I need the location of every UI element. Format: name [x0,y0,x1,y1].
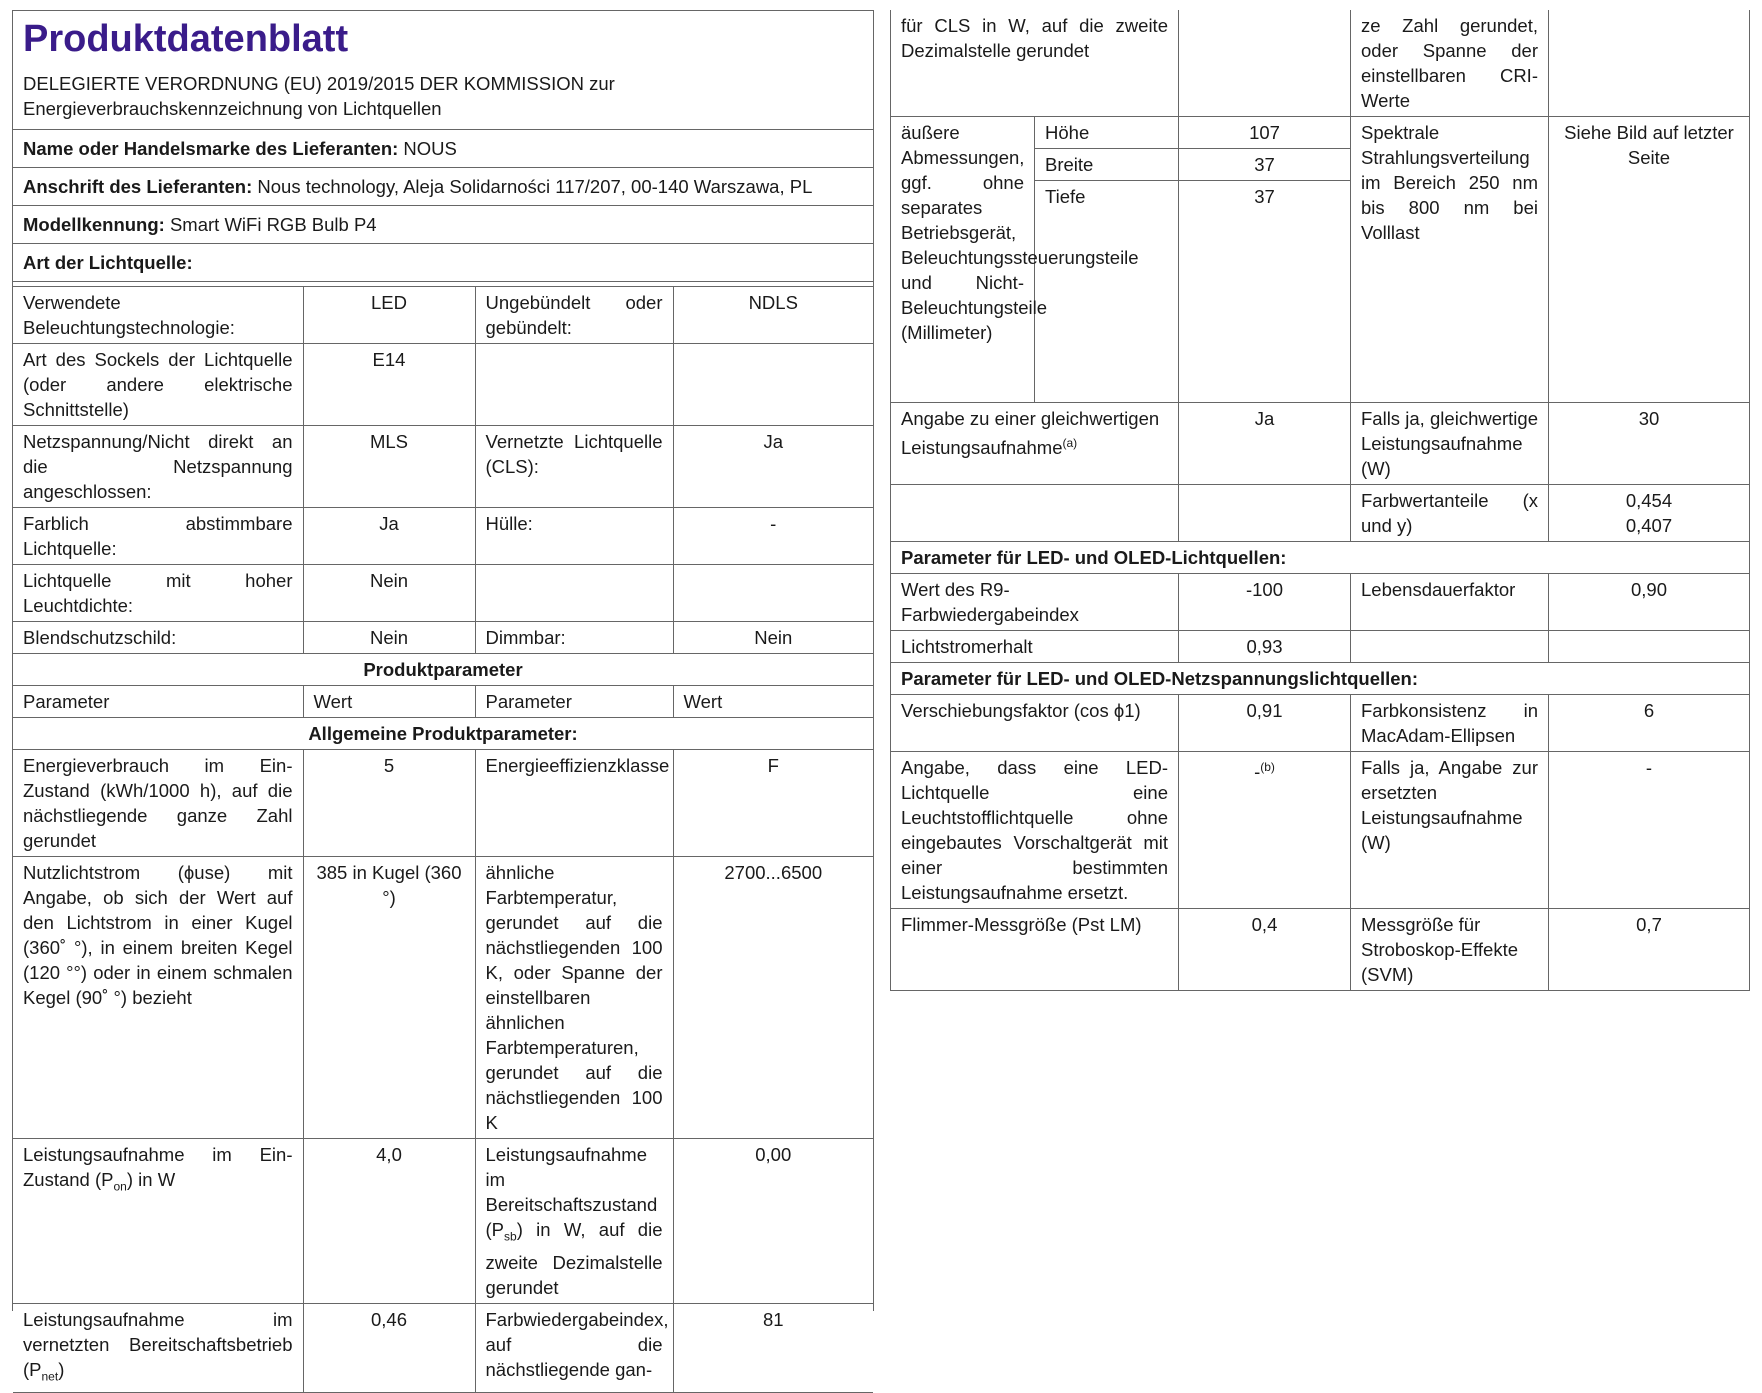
depth-label: Tiefe [1035,181,1179,403]
param-cell: ze Zahl gerundet, oder Spanne der einstellbaren CRI-Werte [1351,10,1549,117]
table-row [13,287,873,344]
table-row [13,622,873,654]
width-label: Breite [1035,149,1179,181]
value-cell: Siehe Bild auf letzter Seite [1549,117,1750,403]
value-cell: 0,7 [1549,909,1750,991]
table-row [891,485,1750,542]
value-cell: - [673,508,873,565]
param-cell: Verschiebungsfaktor (cos ϕ1) [891,695,1179,752]
value-cell: 385 in Kugel (360 °) [303,857,475,1139]
value-cell: 0,46 [303,1303,475,1393]
value-cell [1179,10,1351,117]
column-header: Wert [303,686,475,718]
value-cell: Nein [673,622,873,654]
supplier-name-label: Name oder Handelsmarke des Lieferanten: [23,138,399,159]
table-row [891,10,1750,117]
value-cell: 5 [303,750,475,857]
value-cell: 0,91 [1179,695,1351,752]
param-cell: Flimmer-Messgröße (Pst LM) [891,909,1179,991]
param-cell: Spektrale Strahlungsverteilung im Bereich 250 nm bis 800 nm bei Volllast [1351,117,1549,403]
mains-params-heading: Parameter für LED- und OLED-Netzspannungslichtquellen: [891,663,1750,695]
param-cell [475,565,673,622]
value-cell [673,565,873,622]
param-cell: Farbwertanteile (x und y) [1351,485,1549,542]
value-cell: 0,00 [673,1139,873,1304]
value-cell: -$^{(b)}$ [1179,752,1351,909]
table-row [891,574,1750,631]
value-cell [673,344,873,426]
table-row [13,857,873,1139]
table-row [13,565,873,622]
supplier-name-row [13,130,873,168]
value-cell: 0,93 [1179,631,1351,663]
supplier-address-label: Anschrift des Lieferanten: [23,176,253,197]
value-cell: E14 [303,344,475,426]
param-cell: Ungebündelt oder gebündelt: [475,287,673,344]
value-cell: F [673,750,873,857]
param-cell [475,344,673,426]
led-params-heading: Parameter für LED- und OLED-Lichtquellen: [891,542,1750,574]
supplier-name-value: NOUS [403,138,457,159]
param-cell: Netzspannung/Nicht direkt an die Netzspannung angeschlossen: [13,426,303,508]
column-header: Wert [673,686,873,718]
table-row [891,117,1750,149]
value-cell: 6 [1549,695,1750,752]
column-header: Parameter [13,686,303,718]
left-column [12,10,874,1384]
param-cell: ähnliche Farbtemperatur, gerundet auf die nächstliegenden 100 K, oder Spanne der einstellbaren ähnlichen Farbtemperaturen, gerundet auf die nächstliegenden 100 K [475,857,673,1139]
value-cell: MLS [303,426,475,508]
dimensions-label: äußere Abmessungen, ggf. ohne separates Betriebsgerät, Beleuchtungssteuerungsteile und Nicht-Beleuchtungsteile (Millimeter) [891,117,1035,403]
value-cell [1179,485,1351,542]
param-cell: Verwendete Beleuchtungstechnologie: [13,287,303,344]
value-cell [1549,10,1750,117]
table-row [891,631,1750,663]
value-cell: 0,90 [1549,574,1750,631]
param-cell: Falls ja, Angabe zur ersetzten Leistungsaufnahme (W) [1351,752,1549,909]
product-params-heading: Produktparameter [13,654,873,686]
model-label: Modellkennung: [23,214,165,235]
general-heading-row [13,718,873,750]
height-label: Höhe [1035,117,1179,149]
table-row [13,750,873,857]
param-cell: Lichtquelle mit hoher Leuchtdichte: [13,565,303,622]
page-title: Produktdatenblatt [23,18,349,60]
param-cell: Wert des R9-Farbwiedergabeindex [891,574,1179,631]
param-cell: Energieeffizienzklasse [475,750,673,857]
param-cell: Lebensdauerfaktor [1351,574,1549,631]
param-cell: Farbkonsistenz in MacAdam-Ellipsen [1351,695,1549,752]
right-table [890,10,1750,991]
value-cell: LED [303,287,475,344]
param-cell: Art des Sockels der Lichtquelle (oder andere elektrische Schnittstelle) [13,344,303,426]
param-cell: Messgröße für Stroboskop-Effekte (SVM) [1351,909,1549,991]
model-row [13,206,873,244]
table-row [13,508,873,565]
value-cell: -100 [1179,574,1351,631]
value-cell: 81 [673,1303,873,1393]
table-row [891,752,1750,909]
value-cell: 2700...6500 [673,857,873,1139]
regulation-text: DELEGIERTE VERORDNUNG (EU) 2019/2015 DER KOMMISSION zur Energieverbrauchskennzeichnung von Lichtquellen [13,67,873,130]
param-cell: Falls ja, gleichwertige Leistungsaufnahme (W) [1351,403,1549,485]
param-cell: für CLS in W, auf die zweite Dezimalstelle gerundet [891,10,1179,117]
light-source-type-heading: Art der Lichtquelle: [13,244,873,282]
value-cell: Ja [303,508,475,565]
value-cell [1549,631,1750,663]
general-params-heading: Allgemeine Produktparameter: [13,718,873,750]
value-cell: 0,454 0,407 [1549,485,1750,542]
value-cell: 30 [1549,403,1750,485]
param-cell: Dimmbar: [475,622,673,654]
param-cell: Vernetzte Lichtquelle (CLS): [475,426,673,508]
product-params-heading-row [13,654,873,686]
value-cell: 4,0 [303,1139,475,1304]
value-cell: Nein [303,622,475,654]
param-cell: Nutzlichtstrom (ϕuse) mit Angabe, ob sich der Wert auf den Lichtstrom in einer Kugel (360˚ °), in einem breiten Kegel (120 °°) oder in einem schmalen Kegel (90˚ °) bezieht [13,857,303,1139]
param-cell: Angabe zu einer gleichwertigen Leistungsaufnahme$^{(a)}$ [891,403,1179,485]
param-cell: Leistungsaufnahme im Ein-Zustand $(P_{on})$ in W [13,1139,303,1304]
table-row [891,909,1750,991]
param-cell: Blendschutzschild: [13,622,303,654]
param-cell: Hülle: [475,508,673,565]
param-cell: Leistungsaufnahme im vernetzten Bereitschaftsbetrieb $(P_{net})$ [13,1303,303,1393]
param-cell: Farbwiedergabeindex, auf die nächstliegende gan- [475,1303,673,1393]
column-header-row [13,686,873,718]
table-row [13,1139,873,1304]
table-row [13,426,873,508]
right-column [890,10,1750,991]
value-cell: 0,4 [1179,909,1351,991]
value-cell: Ja [1179,403,1351,485]
column-header: Parameter [475,686,673,718]
param-cell [891,485,1179,542]
width-value: 37 [1179,149,1351,181]
depth-value: 37 [1179,181,1351,403]
param-cell [1351,631,1549,663]
table-row [891,403,1750,485]
height-value: 107 [1179,117,1351,149]
model-value: Smart WiFi RGB Bulb P4 [169,214,377,235]
value-cell: NDLS [673,287,873,344]
param-cell: Energieverbrauch im Ein-Zustand (kWh/1000 h), auf die nächstliegende ganze Zahl gerundet [13,750,303,857]
table-row [891,695,1750,752]
mains-heading-row [891,663,1750,695]
param-cell: Leistungsaufnahme im Bereitschaftszustand $(P_{sb})$ in W, auf die zweite Dezimalstelle gerundet [475,1139,673,1304]
table-row [13,344,873,426]
value-cell: Nein [303,565,475,622]
led-heading-row [891,542,1750,574]
value-cell: - [1549,752,1750,909]
type-table [13,286,873,1393]
supplier-address-value: Nous technology, Aleja Solidarności 117/207, 00-140 Warszawa, PL [257,176,813,197]
table-row [13,1303,873,1393]
param-cell: Lichtstromerhalt [891,631,1179,663]
supplier-address-row [13,168,873,206]
value-cell: Ja [673,426,873,508]
param-cell: Farblich abstimmbare Lichtquelle: [13,508,303,565]
param-cell: Angabe, dass eine LED-Lichtquelle eine Leuchtstofflichtquelle ohne eingebautes Vorschaltgerät mit einer bestimmten Leistungsaufnahme ersetzt. [891,752,1179,909]
